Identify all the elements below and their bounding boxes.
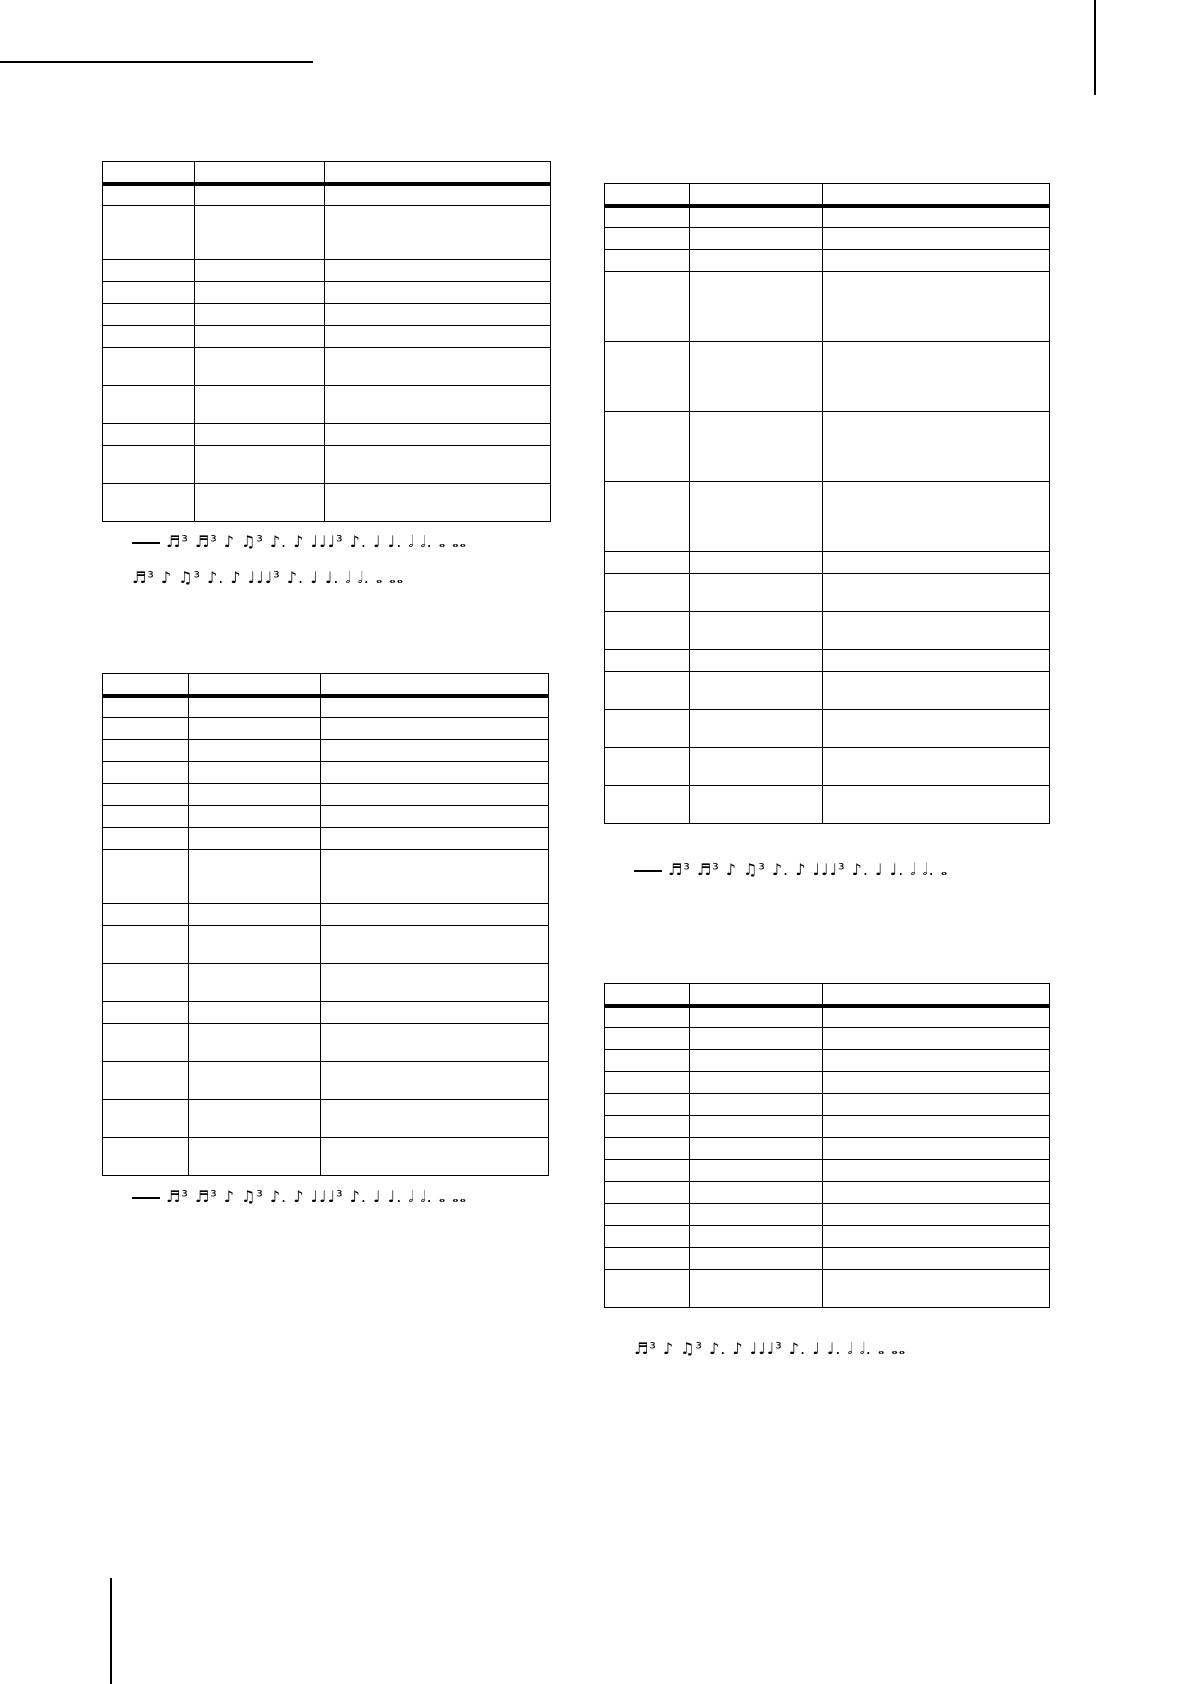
note-symbols: ♬³ ♬³ ♪ ♫³ ♪. ♪ ♩♩♩³ ♪. ♩ ♩. 𝅗𝅥 𝅗𝅥. 𝅝 𝅝𝅝 [166,1187,467,1206]
parameter-table-2 [102,673,549,1176]
dash-mark [634,870,662,872]
note-values-line-2 [132,568,404,588]
note-values-line-5 [634,1339,906,1359]
note-symbols: ♬³ ♬³ ♪ ♫³ ♪. ♪ ♩♩♩³ ♪. ♩ ♩. 𝅗𝅥 𝅗𝅥. 𝅝 [668,860,949,879]
parameter-table-4 [604,983,1050,1308]
note-values-line-1 [132,532,467,552]
dash-mark [132,1197,160,1199]
note-symbols: ♬³ ♪ ♫³ ♪. ♪ ♩♩♩³ ♪. ♩ ♩. 𝅗𝅥 𝅗𝅥. 𝅝 𝅝𝅝 [634,1339,907,1358]
footer-rule [110,1578,112,1684]
note-values-line-3 [132,1187,467,1207]
note-symbols: ♬³ ♬³ ♪ ♫³ ♪. ♪ ♩♩♩³ ♪. ♩ ♩. 𝅗𝅥 𝅗𝅥. 𝅝 𝅝𝅝 [166,532,467,551]
parameter-table-1 [102,161,551,522]
parameter-table-3 [604,183,1050,824]
note-values-line-4 [634,860,948,880]
header-rule [0,61,313,63]
note-symbols: ♬³ ♪ ♫³ ♪. ♪ ♩♩♩³ ♪. ♩ ♩. 𝅗𝅥 𝅗𝅥. 𝅝 𝅝𝅝 [132,568,405,587]
dash-mark [132,542,160,544]
